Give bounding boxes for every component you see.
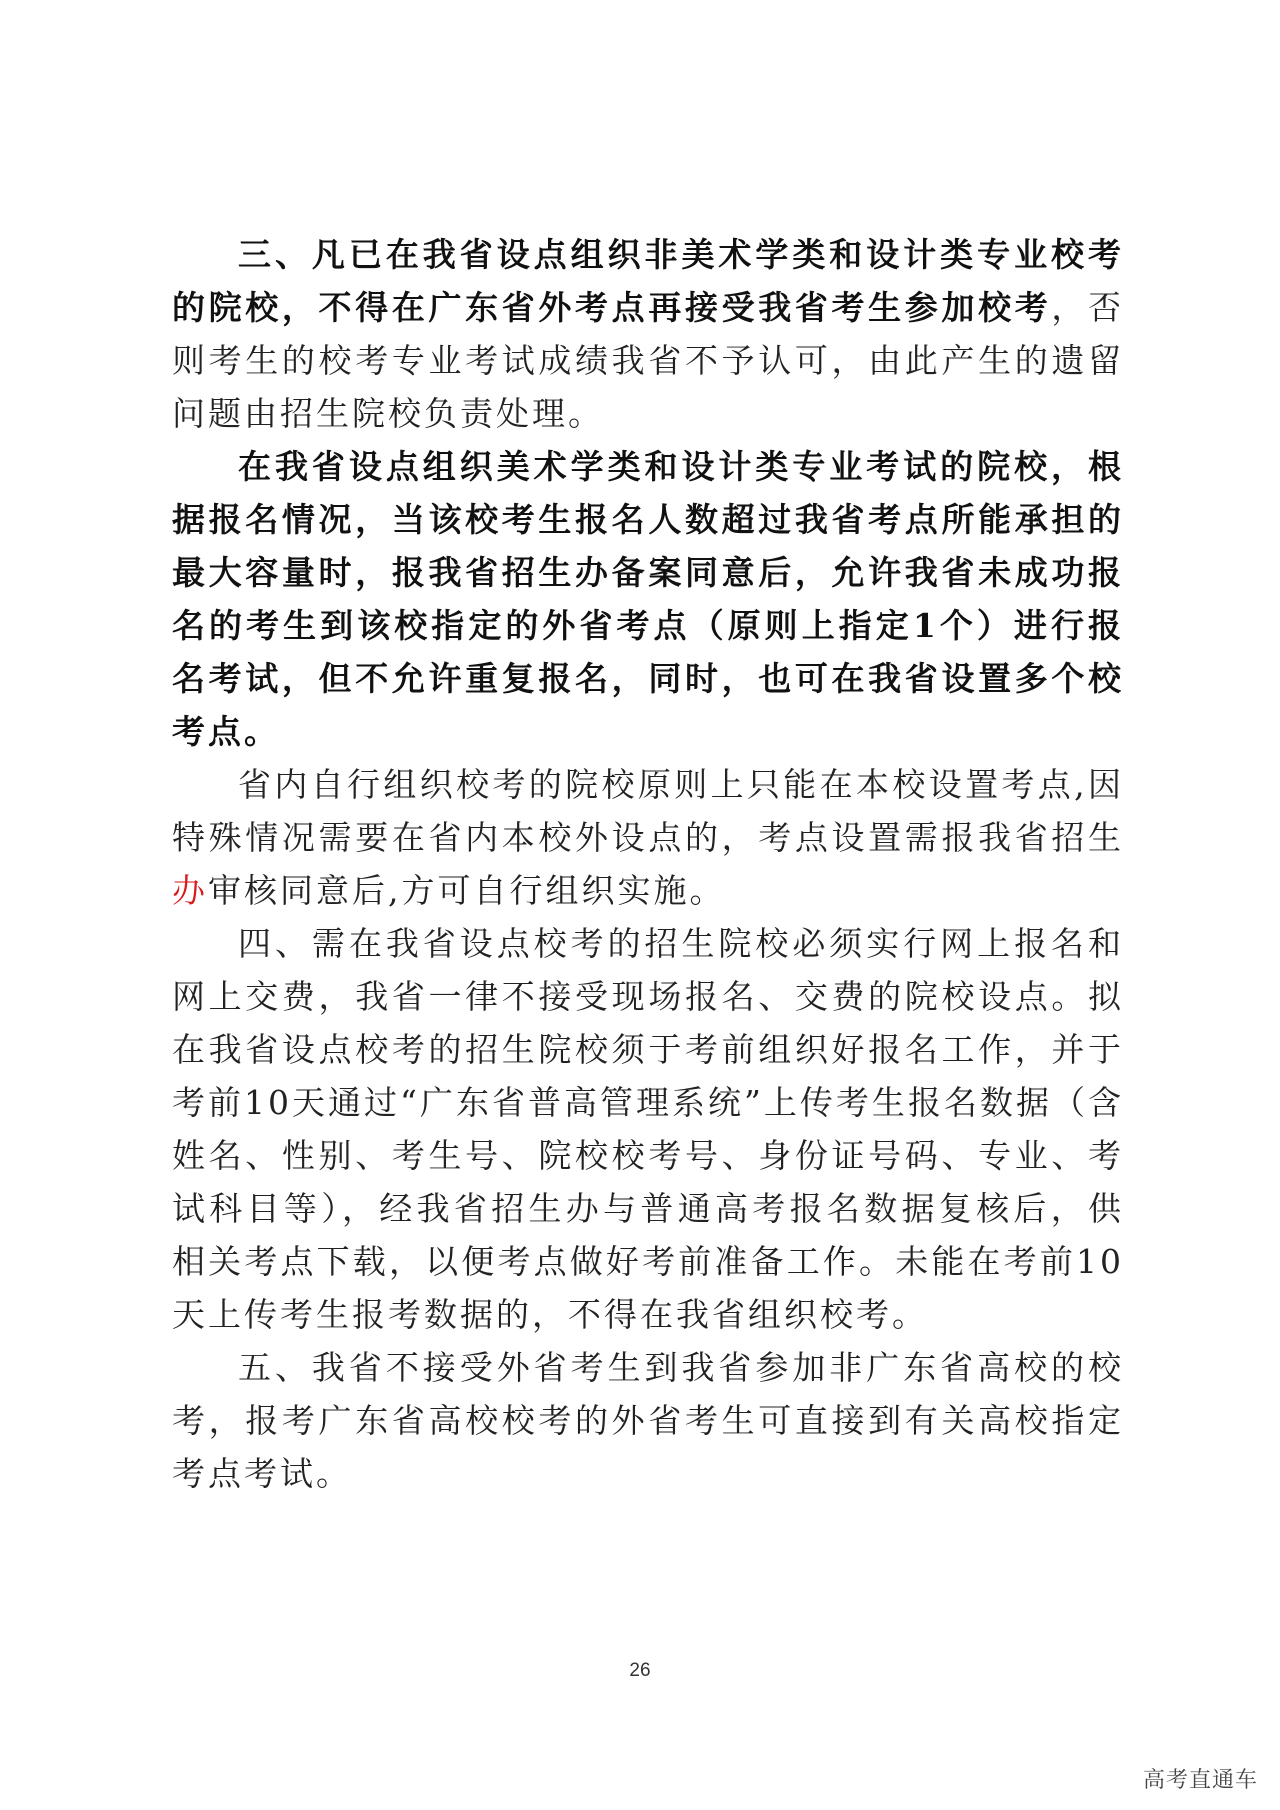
local-exams-text-2: 审核同意后,方可自行组织实施。 xyxy=(208,871,726,910)
local-exams-red-char: 办 xyxy=(172,871,208,910)
paragraph-section-4 xyxy=(172,917,1124,1341)
local-exams-text-1: 省内自行组织校考的院校原则上只能在本校设置考点,因特殊情况需要在省内本校外设点的，考点设置需报我省招生 xyxy=(172,765,1124,857)
paragraph-art-exams xyxy=(172,440,1124,758)
section-5-text: 五、我省不接受外省考生到我省参加非广东省高校的校考，报考广东省高校校考的外省考生可直接到有关高校指定考点考试。 xyxy=(172,1348,1124,1493)
paragraph-section-5 xyxy=(172,1341,1124,1500)
page-number: 26 xyxy=(629,1660,651,1681)
section-3-bold-text: 三、凡已在我省设点组织非美术学类和设计类专业校考的院校，不得在广东省外考点再接受我省考生参加校考 xyxy=(172,235,1124,327)
section-3-normal-text: ，否则考生的校考专业考试成绩我省不予认可，由此产生的遗留问题由招生院校负责处理。 xyxy=(172,288,1125,433)
document-body xyxy=(172,228,1124,1500)
watermark-text: 高考直通车 xyxy=(1142,1768,1258,1793)
paragraph-section-3 xyxy=(172,228,1124,440)
section-4-text: 四、需在我省设点校考的招生院校必须实行网上报名和网上交费，我省一律不接受现场报名、交费的院校设点。拟在我省设点校考的招生院校须于考前组织好报名工作，并于考前10天通过“广东省普高管理系统”上传考生报名数据（含姓名、性别、考生号、院校校考号、身份证号码、专业、考试科目等），经我省招生办与普通高考报名数据复核后，供相关考点下载，以便考点做好考前准备工作。未能在考前10天上传考生报考数据的，不得在我省组织校考。 xyxy=(172,924,1124,1334)
art-exams-bold-text: 在我省设点组织美术学类和设计类专业考试的院校，根据报名情况，当该校考生报名人数超过我省考点所能承担的最大容量时，报我省招生办备案同意后，允许我省未成功报名的考生到该校指定的外省考点（原则上指定1个）进行报名考试，但不允许重复报名，同时，也可在我省设置多个校考点。 xyxy=(172,447,1124,751)
paragraph-local-exams xyxy=(172,758,1124,917)
